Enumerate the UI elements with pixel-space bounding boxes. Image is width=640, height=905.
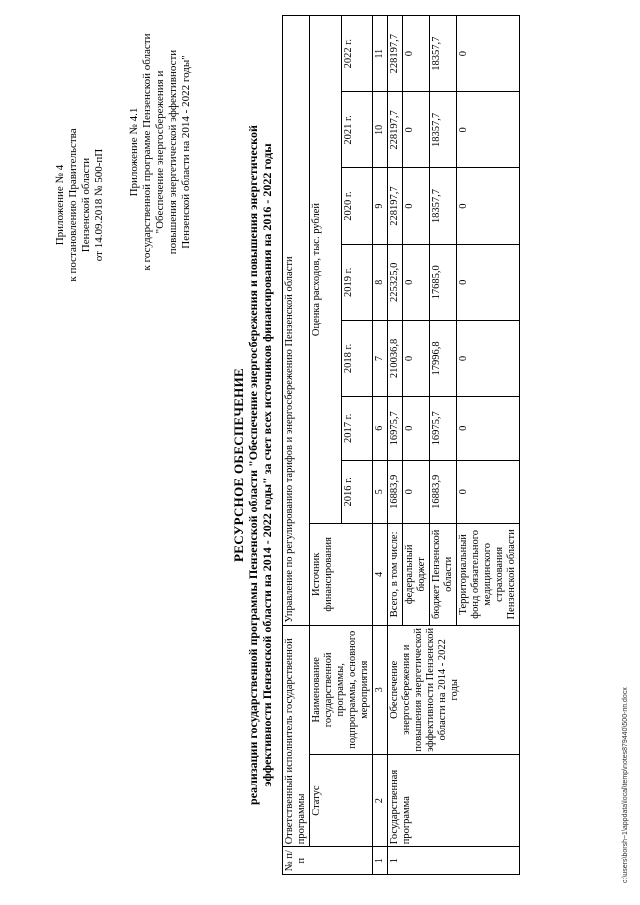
cell-value: 0 bbox=[403, 397, 430, 461]
row-source: бюджет Пензенской области bbox=[430, 524, 457, 626]
cell-value: 0 bbox=[403, 16, 430, 92]
appendix-line: к постановлению Правительства bbox=[67, 128, 79, 282]
cell-value: 0 bbox=[403, 168, 430, 244]
row-source: Всего, в том числе: bbox=[388, 524, 403, 626]
appendix-line: повышения энергетической эффективности bbox=[167, 49, 179, 255]
column-number: 2 bbox=[373, 754, 388, 846]
cell-value: 0 bbox=[403, 244, 430, 320]
cell-value: 16883,9 bbox=[388, 460, 403, 524]
appendix-line: Приложение № 4.1 bbox=[128, 107, 140, 197]
header-year: 2022 г. bbox=[341, 16, 373, 92]
cell-value: 228197,7 bbox=[388, 168, 403, 244]
cell-value: 16883,9 bbox=[430, 460, 457, 524]
appendix-line: Приложение № 4 bbox=[54, 164, 66, 246]
column-number: 4 bbox=[373, 524, 388, 626]
column-number: 7 bbox=[373, 320, 388, 396]
column-number: 6 bbox=[373, 397, 388, 461]
cell-value: 228197,7 bbox=[388, 92, 403, 168]
cell-value: 17685,0 bbox=[430, 244, 457, 320]
cell-value: 16975,7 bbox=[388, 397, 403, 461]
cell-value: 0 bbox=[403, 92, 430, 168]
header-responsible: Ответственный исполнитель государственной программы bbox=[283, 625, 310, 847]
cell-value: 0 bbox=[457, 168, 520, 244]
cell-value: 210036,8 bbox=[388, 320, 403, 396]
row-number: 1 bbox=[388, 847, 520, 875]
header-source: Источник финансирования bbox=[310, 524, 373, 626]
column-number: 5 bbox=[373, 460, 388, 524]
cell-value: 0 bbox=[403, 320, 430, 396]
document-title bbox=[232, 115, 274, 815]
cell-value: 17996,8 bbox=[430, 320, 457, 396]
column-number: 10 bbox=[373, 92, 388, 168]
cell-value: 18357,7 bbox=[430, 168, 457, 244]
title-line: эффективности Пензенской области на 2014 - 2022 годы" за счет всех источников финансирования на 2016 - 2022 годы bbox=[260, 143, 274, 787]
column-number: 9 bbox=[373, 168, 388, 244]
column-number: 11 bbox=[373, 16, 388, 92]
cell-value: 18357,7 bbox=[430, 92, 457, 168]
header-year: 2018 г. bbox=[341, 320, 373, 396]
cell-value: 18357,7 bbox=[430, 16, 457, 92]
row-source: федеральный бюджет bbox=[403, 524, 430, 626]
header-num: № п/п bbox=[283, 847, 373, 875]
header-estimate: Оценка расходов, тыс. рублей bbox=[310, 16, 342, 524]
cell-value: 0 bbox=[457, 92, 520, 168]
column-number: 1 bbox=[373, 847, 388, 875]
row-status: Государственная программа bbox=[388, 754, 520, 846]
header-status: Статус bbox=[310, 754, 373, 846]
appendix-line: к государственной программе Пензенской области bbox=[141, 33, 153, 271]
row-source: Территориальный фонд обязательного медицинского страхования Пензенской области bbox=[457, 524, 520, 626]
appendix-line: "Обеспечение энергосбережения и bbox=[154, 70, 166, 234]
appendix-line: Пензенской области на 2014 - 2022 годы" bbox=[180, 55, 192, 249]
cell-value: 0 bbox=[457, 320, 520, 396]
header-year: 2020 г. bbox=[341, 168, 373, 244]
header-responsible-value: Управление по регулированию тарифов и энергосбережению Пензенской области bbox=[283, 16, 310, 626]
header-year: 2017 г. bbox=[341, 397, 373, 461]
cell-value: 16975,7 bbox=[430, 397, 457, 461]
file-path-footer: c:\users\borsh~1\appdata\local\temp\notes879440\500-пп.docx bbox=[622, 687, 629, 883]
header-name: Наименование государственной программы, подпрограммы, основного мероприятия bbox=[310, 625, 373, 754]
title-heading: РЕСУРСНОЕ ОБЕСПЕЧЕНИЕ bbox=[231, 368, 246, 562]
appendix-line: Пензенской области bbox=[80, 157, 92, 253]
column-number: 3 bbox=[373, 625, 388, 754]
row-program-name: Обеспечение энергосбережения и повышения энергетической эффективности Пензенской области на 2014 - 2022 годы bbox=[388, 625, 520, 754]
header-year: 2021 г. bbox=[341, 92, 373, 168]
cell-value: 0 bbox=[403, 460, 430, 524]
title-line: реализации государственной программы Пензенской области "Обеспечение энергосбережения и повышения энергетической bbox=[246, 125, 260, 805]
cell-value: 0 bbox=[457, 397, 520, 461]
cell-value: 0 bbox=[457, 16, 520, 92]
column-number: 8 bbox=[373, 244, 388, 320]
cell-value: 0 bbox=[457, 244, 520, 320]
cell-value: 0 bbox=[457, 460, 520, 524]
header-year: 2016 г. bbox=[341, 460, 373, 524]
appendix-header bbox=[54, 80, 106, 330]
table-row bbox=[388, 16, 403, 875]
cell-value: 228197,7 bbox=[388, 16, 403, 92]
appendix-line: от 14.09.2018 № 500-пП bbox=[93, 148, 105, 262]
cell-value: 225325,0 bbox=[388, 244, 403, 320]
resource-table bbox=[282, 15, 520, 875]
sub-appendix-header bbox=[128, 22, 193, 282]
header-year: 2019 г. bbox=[341, 244, 373, 320]
